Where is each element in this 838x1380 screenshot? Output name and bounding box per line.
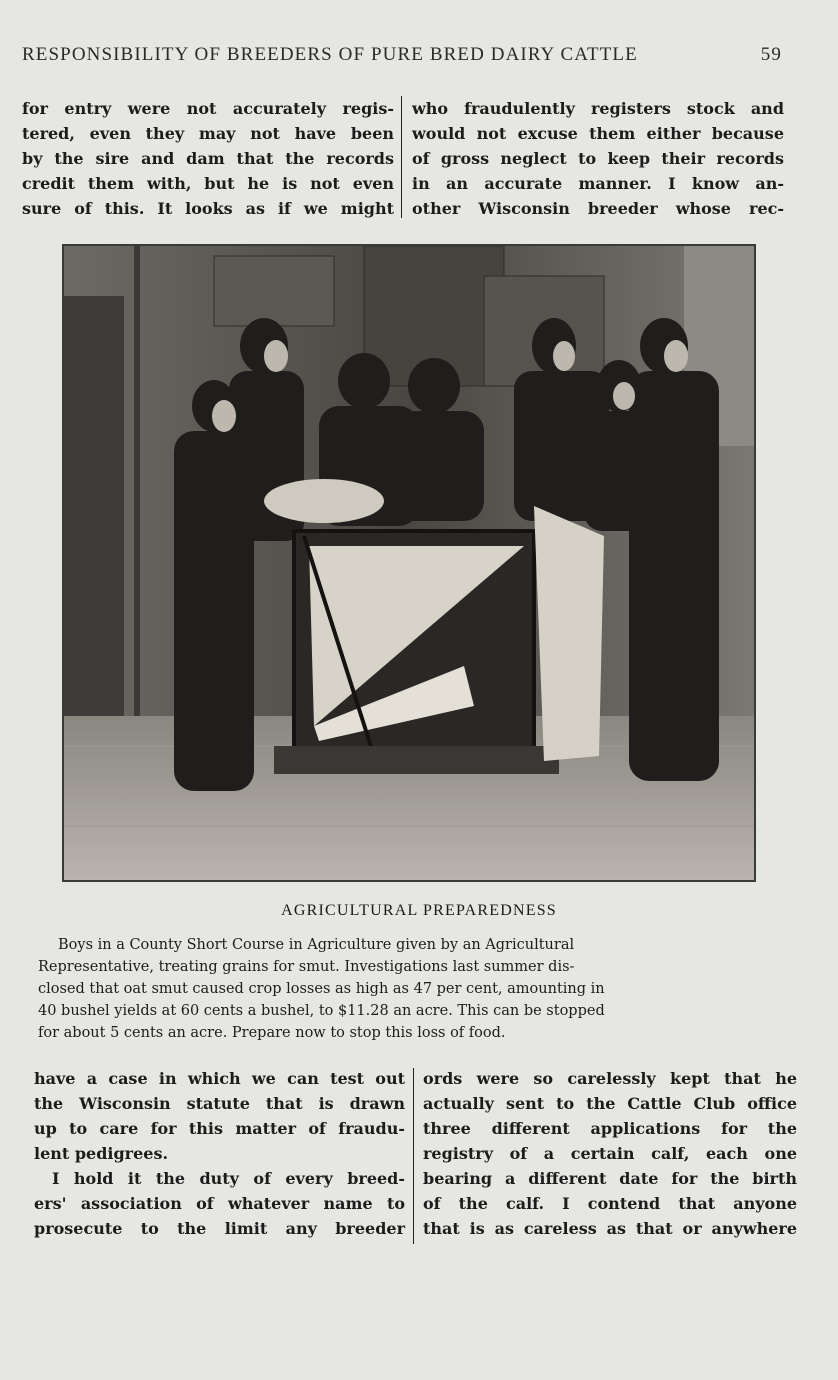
text-line: the Wisconsin statute that is drawn [34,1094,405,1113]
text-line: in an accurate manner. I know an- [412,174,784,193]
text-line: by the sire and dam that the records [22,149,394,168]
text-line: up to care for this matter of fraudu- [34,1119,405,1138]
caption-line: for about 5 cents an acre. Prepare now to stop this loss of food. [38,1025,506,1041]
photograph [62,244,756,882]
text-line: lent pedigrees. [34,1144,169,1163]
page-number: 59 [760,44,782,65]
text-line: three different applications for the [423,1119,797,1138]
caption-line: 40 bushel yields at 60 cents a bushel, to $11.28 an acre. This can be stopped [38,1003,605,1019]
text-line: prosecute to the limit any breeder [34,1219,405,1238]
running-header [22,44,782,66]
caption-line: closed that oat smut caused crop losses as high as 47 per cent, amounting in [38,981,605,997]
column-divider [401,96,402,218]
top-right-column [412,96,784,221]
column-divider [413,1068,414,1244]
caption-title: AGRICULTURAL PREPAREDNESS [281,902,557,919]
text-line: I hold it the duty of every breed- [52,1169,405,1188]
text-line: of the calf. I contend that anyone [423,1194,797,1213]
text-line: actually sent to the Cattle Club office [423,1094,797,1113]
text-line: ers' association of whatever name to [34,1194,405,1213]
caption-line: Representative, treating grains for smut. Investigations last summer dis- [38,959,575,975]
text-line: bearing a different date for the birth [423,1169,797,1188]
text-line: of gross neglect to keep their records [412,149,784,168]
text-line: ords were so carelessly kept that he [423,1069,797,1088]
text-line: who fraudulently registers stock and [412,99,784,118]
caption-body [38,934,790,1044]
text-line: sure of this. It looks as if we might [22,199,394,218]
text-line: for entry were not accurately regis- [22,99,394,118]
running-title: RESPONSIBILITY OF BREEDERS OF PURE BRED DAIRY CATTLE [22,44,638,65]
caption-line: Boys in a County Short Course in Agriculture given by an Agricultural [58,937,575,953]
photograph-boys-treating-grain-icon [64,246,754,880]
text-line: other Wisconsin breeder whose rec- [412,199,784,218]
top-left-column [22,96,394,221]
text-line: that is as careless as that or anywhere [423,1219,797,1238]
text-line: credit them with, but he is not even [22,174,394,193]
bottom-right-column [423,1066,797,1241]
bottom-left-column [34,1066,405,1241]
text-line: have a case in which we can test out [34,1069,405,1088]
text-line: registry of a certain calf, each one [423,1144,797,1163]
text-line: tered, even they may not have been [22,124,394,143]
text-line: would not excuse them either because [412,124,784,143]
